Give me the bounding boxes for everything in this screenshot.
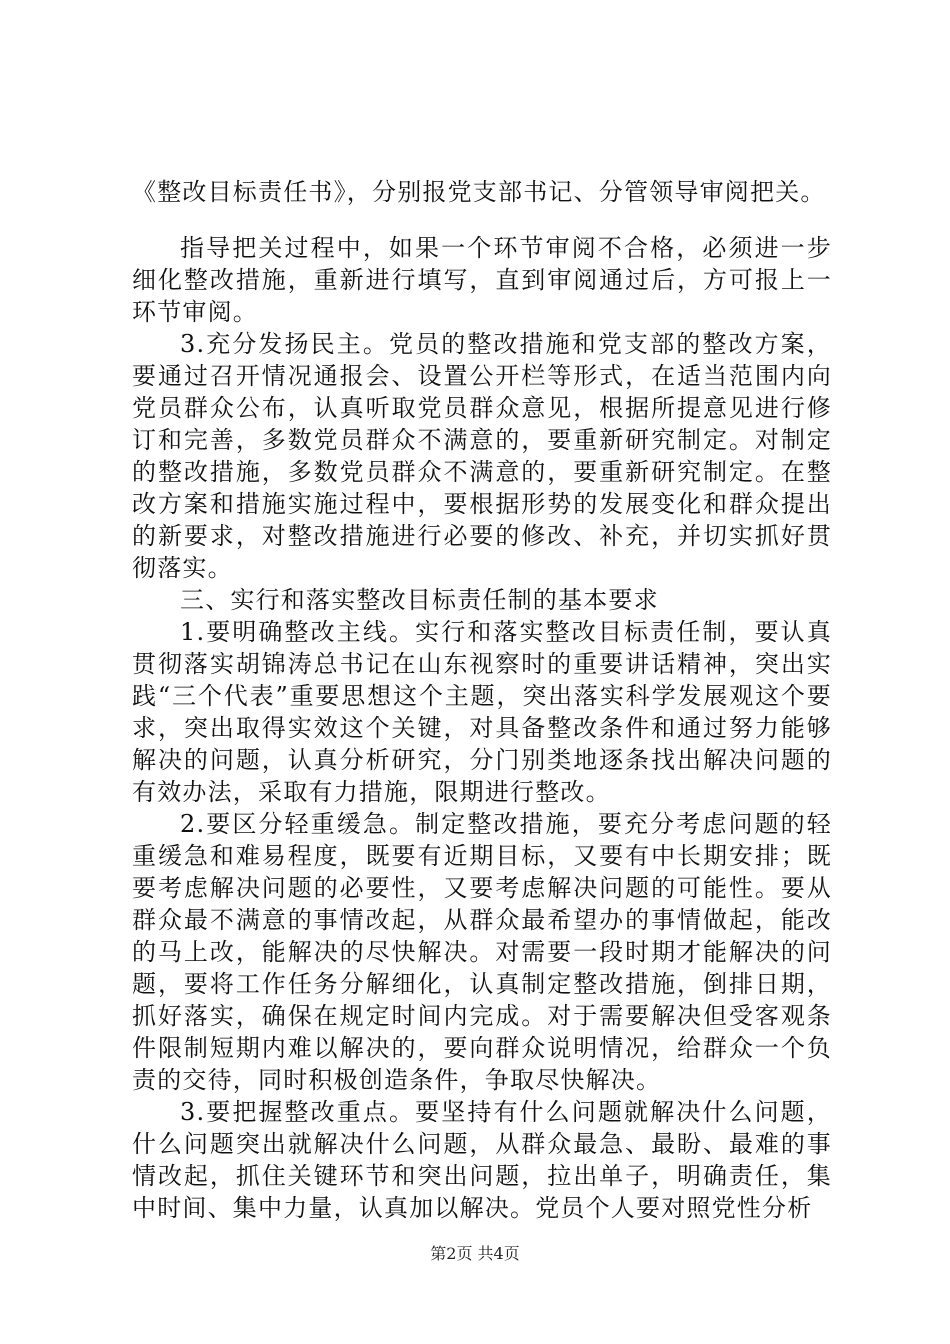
- paragraph-main-line: 1.要明确整改主线。实行和落实整改目标责任制，要认真贯彻落实胡锦涛总书记在山东视察时的重要讲话精神，突出实践“三个代表”重要思想这个主题，突出落实科学发展观这个要求，突出取得实效这个关键，对具备整改条件和通过努力能够解决的问题，认真分析研究，分门别类地逐条找出解决问题的有效办法，采取有力措施，限期进行整改。: [132, 618, 832, 806]
- paragraph-review-process: 指导把关过程中，如果一个环节审阅不合格，必须进一步细化整改措施，重新进行填写，直到审阅通过后，方可报上一环节审阅。: [132, 234, 832, 326]
- paragraph-key-points: 3.要把握整改重点。要坚持有什么问题就解决什么问题，什么问题突出就解决什么问题，从群众最急、最盼、最难的事情改起，抓住关键环节和突出问题，拉出单子，明确责任，集中时间、集中力量，认真加以解决。党员个人要对照党性分析: [132, 1098, 832, 1222]
- section-heading: 三、实行和落实整改目标责任制的基本要求: [180, 586, 659, 614]
- paragraph-democracy: 3.充分发扬民主。党员的整改措施和党支部的整改方案，要通过召开情况通报会、设置公开栏等形式，在适当范围内向党员群众公布，认真听取党员群众意见，根据所提意见进行修订和完善，多数党员群众不满意的，要重新研究制定。对制定的整改措施，多数党员群众不满意的，要重新研究制定。在整改方案和措施实施过程中，要根据形势的发展变化和群众提出的新要求，对整改措施进行必要的修改、补充，并切实抓好贯彻落实。: [132, 330, 832, 582]
- page-number-footer: 第2页 共4页: [430, 1244, 520, 1263]
- document-body: [132, 232, 832, 1224]
- continued-line: 《整改目标责任书》，分别报党支部书记、分管领导审阅把关。: [132, 178, 826, 206]
- paragraph-priorities: 2.要区分轻重缓急。制定整改措施，要充分考虑问题的轻重缓急和难易程度，既要有近期目标，又要有中长期安排；既要考虑解决问题的必要性，又要考虑解决问题的可能性。要从群众最不满意的事情改起，从群众最希望办的事情做起，能改的马上改，能解决的尽快解决。对需要一段时期才能解决的问题，要将工作任务分解细化，认真制定整改措施，倒排日期，抓好落实，确保在规定时间内完成。对于需要解决但受客观条件限制短期内难以解决的，要向群众说明情况，给群众一个负责的交待，同时积极创造条件，争取尽快解决。: [132, 810, 832, 1094]
